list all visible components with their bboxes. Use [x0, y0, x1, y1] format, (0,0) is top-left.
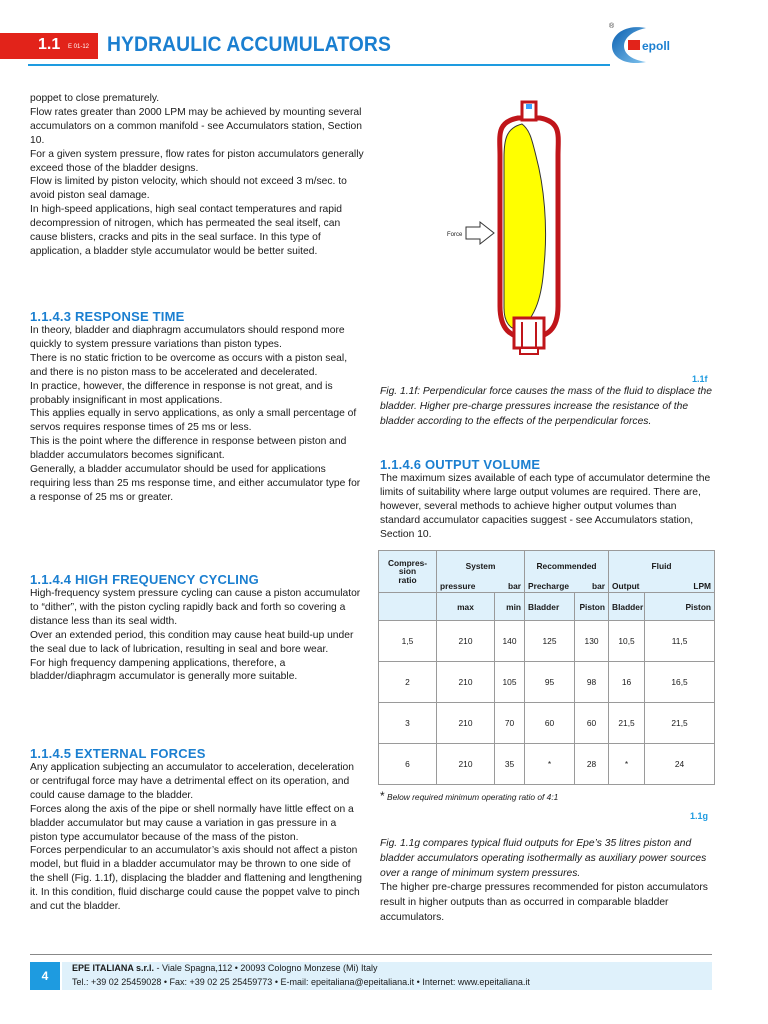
header-bladder: Bladder	[525, 593, 575, 621]
header-output: Output	[609, 581, 645, 593]
section-badge	[0, 33, 98, 59]
paragraph: The higher pre-charge pressures recommended for piston accumulators result in higher outputs than as occurred in comparable bladder accumulators.	[380, 882, 708, 923]
epoll-logo	[606, 20, 716, 68]
header-piston: Piston	[575, 593, 609, 621]
paragraph: This applies equally in servo applications, as only a small percentage of servos requires response times of 25 ms or less.	[30, 408, 357, 434]
table-cell: 16,5	[645, 662, 715, 703]
figure-g-text	[380, 880, 714, 925]
output-volume-text	[380, 472, 714, 542]
section-code: E 01-12	[68, 44, 90, 50]
company-address: - Viale Spagna,112 • 20093 Cologno Monzese (Mi) Italy	[154, 963, 378, 973]
output-table	[378, 550, 714, 784]
table-cell: 6	[379, 744, 437, 785]
registered-mark: ®	[609, 23, 615, 30]
table-cell: 210	[437, 744, 495, 785]
header-system: System	[437, 551, 525, 581]
header-empty	[379, 593, 437, 621]
table-cell: 2	[379, 662, 437, 703]
paragraph: Generally, a bladder accumulator should be used for applications requiring less than 25 ms response time, and either accumulator type for a response of 25 ms or greater.	[30, 464, 361, 503]
section-number: 1.1	[38, 36, 61, 53]
footer-address-line	[72, 963, 377, 973]
header-min: min	[495, 593, 525, 621]
figure-caption-g: Fig. 1.1g compares typical fluid outputs for Epe’s 35 litres piston and bladder accumulators operating isothermally as auxiliary power sources over a range of minimum system pressures.	[380, 838, 707, 879]
valve-cap	[526, 104, 532, 109]
page-title: HYDRAULIC ACCUMULATORS	[107, 33, 391, 56]
table-cell: 21,5	[609, 703, 645, 744]
company-name: EPE ITALIANA s.r.l.	[72, 963, 155, 973]
table-cell: 210	[437, 662, 495, 703]
poppet-valve	[514, 318, 544, 348]
table-footnote	[380, 789, 558, 803]
paragraph: For a given system pressure, flow rates for piston accumulators generally exceed those of the bladder designs.	[30, 148, 364, 174]
paragraph: There is no static friction to be overcome as occurs with a piston seal, and there is no piston mass to be accelerated and decelerated.	[30, 352, 348, 378]
figure-caption-f: Fig. 1.1f: Perpendicular force causes the mass of the fluid to displace the bladder. Higher pre-charge pressures increase the resistance of the bladder according to the effects of the perpendicular forces.	[380, 386, 712, 427]
header-piston: Piston	[645, 593, 715, 621]
table-cell: 16	[609, 662, 645, 703]
heading-response-time: 1.1.4.3 RESPONSE TIME	[30, 309, 185, 324]
high-frequency-text	[30, 587, 364, 684]
paragraph: For high frequency dampening applications, therefore, a bladder/diaphragm accumulator is generally more suitable.	[30, 657, 298, 683]
paragraph: In practice, however, the difference in response is not great, and is probably insignificant in most applications.	[30, 380, 333, 406]
force-label: Force	[447, 232, 463, 238]
header-recommended: Recommended	[525, 551, 609, 581]
paragraph: Any application subjecting an accumulator to acceleration, deceleration or centrifugal force may have a detrimental effect on its operation, and could cause damage to the bladder.	[30, 762, 354, 801]
table-cell: 1,5	[379, 621, 437, 662]
header-compression-ratio: Compres- sion ratio	[379, 551, 437, 593]
force-arrow	[466, 222, 494, 244]
table-cell: 140	[495, 621, 525, 662]
table-cell: 105	[495, 662, 525, 703]
paragraph: This is the point where the difference in response between piston and bladder accumulators becomes significant.	[30, 436, 347, 462]
header-fluid: Fluid	[609, 551, 715, 581]
table-row	[379, 662, 715, 703]
table-cell: *	[609, 744, 645, 785]
table-cell: 98	[575, 662, 609, 703]
header-bar: bar	[575, 581, 609, 593]
header-bladder: Bladder	[609, 593, 645, 621]
table-cell: 130	[575, 621, 609, 662]
paragraph: Over an extended period, this condition may cause heat build-up under the seal due to lack of lubrication, resulting in seal and bore wear.	[30, 629, 354, 655]
table-cell: 125	[525, 621, 575, 662]
response-time-text	[30, 324, 364, 505]
footer-contacts: Tel.: +39 02 25459028 • Fax: +39 02 25 25459773 • E-mail: epeitaliana@epeitaliana.it • Internet: www.epeitaliana.it	[72, 977, 530, 987]
paragraph: In theory, bladder and diaphragm accumulators should respond more quickly to system pressure variations than piston types.	[30, 325, 345, 350]
table-cell: 35	[495, 744, 525, 785]
header-pressure: pressure	[437, 581, 495, 593]
intro-text	[30, 92, 364, 259]
paragraph: The maximum sizes available of each type of accumulator determine the limits of suitability where large output volumes are required. There are, however, several methods to achieve higher output volumes than standard accumulator capacities suggest - see Accumulators station, Section 10.	[380, 473, 711, 540]
table-cell: 95	[525, 662, 575, 703]
footer-divider	[30, 954, 712, 955]
paragraph: High-frequency system pressure cycling can cause a piston accumulator to “dither”, with the piston cycling rapidly back and forth so covering a distance less than its seal width.	[30, 588, 361, 627]
paragraph: Flow is limited by piston velocity, which should not exceed 3 m/sec. to avoid piston seal damage.	[30, 176, 347, 202]
heading-external-forces: 1.1.4.5 EXTERNAL FORCES	[30, 746, 206, 761]
external-forces-text	[30, 761, 364, 914]
table-cell: 210	[437, 703, 495, 744]
table-row	[379, 621, 715, 662]
table-cell: 60	[525, 703, 575, 744]
table-cell: 11,5	[645, 621, 715, 662]
table-cell: 60	[575, 703, 609, 744]
title-divider	[28, 64, 610, 66]
table-cell: 28	[575, 744, 609, 785]
paragraph: In high-speed applications, high seal contact temperatures and rapid decompression of nitrogen, which has permeated the seal itself, can cause blisters, cracks and pits in the seal surface. In this type of application, a bladder style accumulator would be better suited.	[30, 204, 342, 257]
table-cell: *	[525, 744, 575, 785]
heading-output-volume: 1.1.4.6 OUTPUT VOLUME	[380, 457, 541, 472]
footnote-star: *	[380, 789, 385, 803]
table-row	[379, 703, 715, 744]
table-cell: 24	[645, 744, 715, 785]
heading-high-frequency: 1.1.4.4 HIGH FREQUENCY CYCLING	[30, 572, 259, 587]
header-lpm: LPM	[645, 581, 715, 593]
logo-text: epoll	[642, 39, 671, 53]
header-bar: bar	[495, 581, 525, 593]
accumulator-diagram	[440, 96, 600, 366]
paragraph: Flow rates greater than 2000 LPM may be achieved by mounting several accumulators on a common manifold - see Accumulators station, Section 10.	[30, 106, 362, 146]
figure-number-g: 1.1g	[690, 811, 709, 821]
paragraph: Forces perpendicular to an accumulator’s axis should not affect a piston model, but fluid in a bladder accumulator may be thrown to one side of the shell (Fig. 1.1f), displacing the bladder and flattening and lengthening it. In this condition, fluid discharge could cause the poppet valve to pinch and cut the bladder.	[30, 845, 363, 913]
table-cell: 21,5	[645, 703, 715, 744]
figure-number-f: 1.1f	[692, 374, 708, 384]
table-cell: 70	[495, 703, 525, 744]
page-number: 4	[30, 962, 60, 990]
table-cell: 210	[437, 621, 495, 662]
table-cell: 3	[379, 703, 437, 744]
paragraph: Forces along the axis of the pipe or shell normally have little effect on a bladder accumulator but may cause a variation in gas pressure in a piston type accumulator because of the mass of the piston.	[30, 803, 354, 843]
header-max: max	[437, 593, 495, 621]
footnote-text: Below required minimum operating ratio of 4:1	[387, 792, 559, 802]
header-precharge: Precharge	[525, 581, 575, 593]
paragraph: poppet to close prematurely.	[30, 93, 160, 104]
table-cell: 10,5	[609, 621, 645, 662]
table-row	[379, 744, 715, 785]
